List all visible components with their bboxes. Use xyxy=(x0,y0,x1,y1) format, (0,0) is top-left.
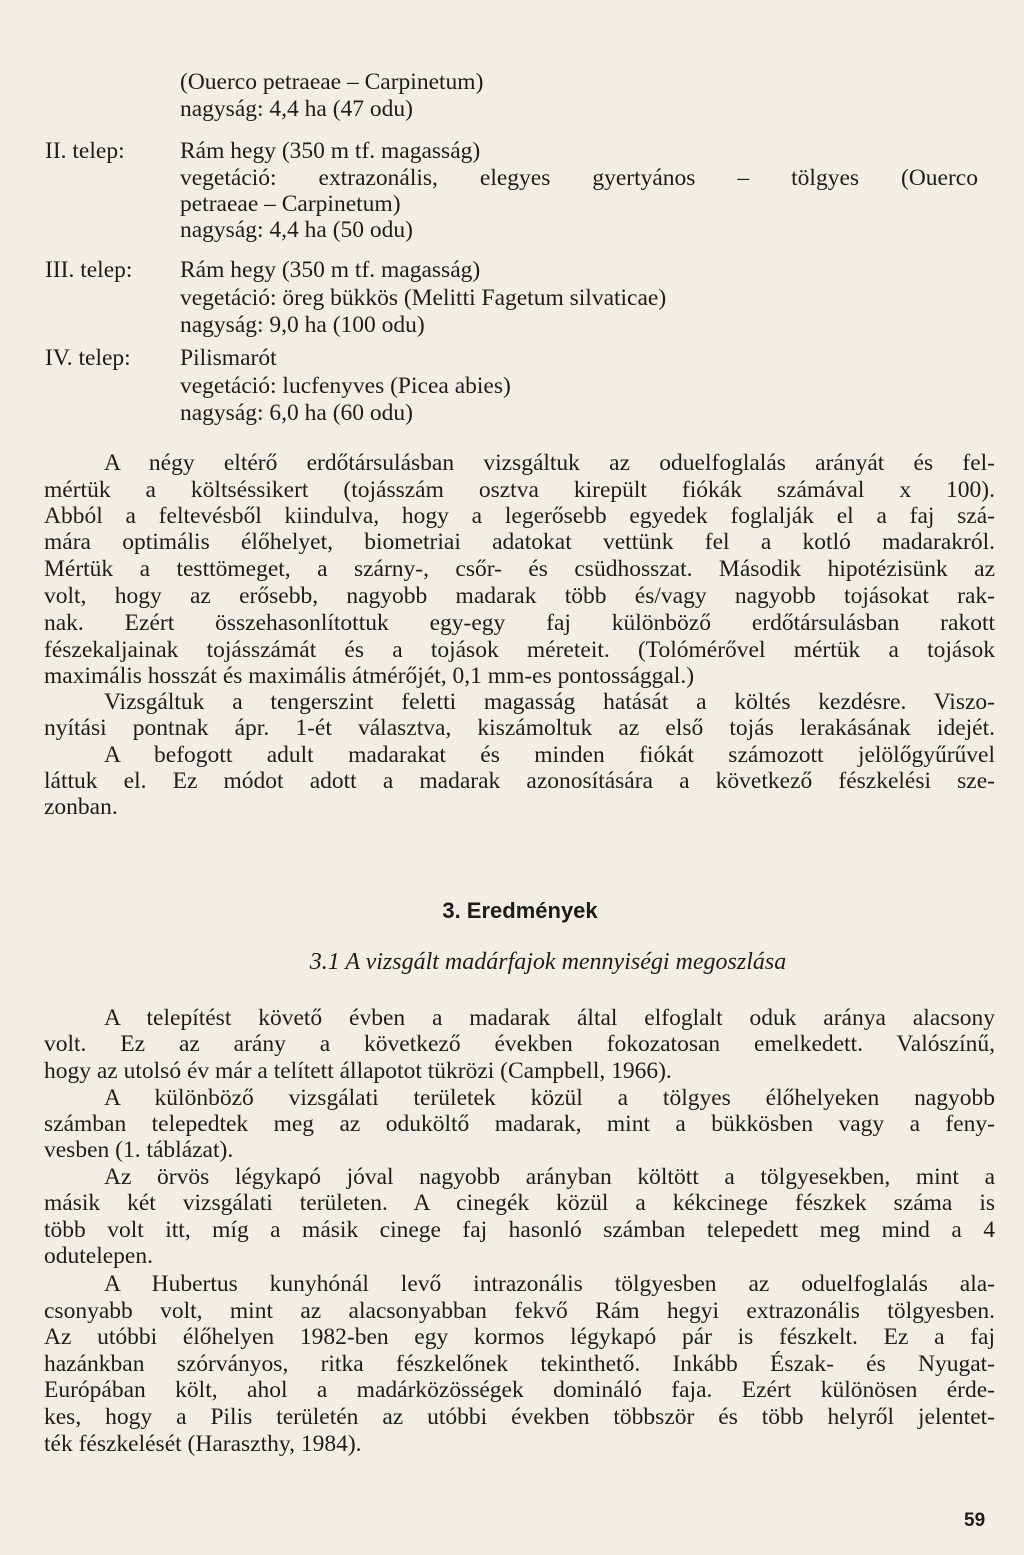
methods-line: fészekaljainak tojásszámát és a tojások méreteit. (Tolómérővel mértük a tojások xyxy=(44,637,995,663)
page-number: 59 xyxy=(964,1510,986,1531)
site4-vegetation: vegetáció: lucfenyves (Picea abies) xyxy=(180,373,511,399)
results-line: volt. Ez az arány a következő években fokozatosan emelkedett. Valószínű, xyxy=(44,1031,995,1057)
results-line: másik két vizsgálati területen. A cinegék közül a kékcinege fészkek száma is xyxy=(44,1190,995,1216)
methods-line: Mértük a testtömeget, a szárny-, csőr- és csüdhosszat. Második hipotézisünk az xyxy=(44,556,995,582)
methods-line: mára optimális élőhelyet, biometriai adatokat vettünk fel a kotló madarakról. xyxy=(44,529,995,555)
results-line: hazánkban szórványos, ritka fészkelőnek tekinthető. Inkább Észak- és Nyugat- xyxy=(44,1351,995,1377)
results-line: Az örvös légykapó jóval nagyobb arányban költött a tölgyesekben, mint a xyxy=(104,1164,995,1190)
site3-label: III. telep: xyxy=(45,257,133,283)
methods-line: A befogott adult madarakat és minden fiókát számozott jelölőgyűrűvel xyxy=(104,742,995,768)
methods-line: nyítási pontnak ápr. 1-ét választva, kiszámoltuk az első tojás lerakásának idejét. xyxy=(44,715,995,741)
site3-location: Rám hegy (350 m tf. magasság) xyxy=(180,257,481,283)
methods-line: mértük a költséssikert (tojásszám osztva kirepült fiókák számával x 100). xyxy=(44,477,995,503)
results-line: több volt itt, míg a másik cinege faj hasonló számban telepedett meg mind a 4 xyxy=(44,1217,995,1243)
methods-line: Vizsgáltuk a tengerszint feletti magasság hatását a költés kezdésre. Viszo- xyxy=(104,689,995,715)
site2-label: II. telep: xyxy=(45,138,125,164)
results-line: csonyabb volt, mint az alacsonyabban fekvő Rám hegyi extrazonális tölgyesben. xyxy=(44,1298,995,1324)
site4-location: Pilismarót xyxy=(180,345,277,371)
results-line: hogy az utolsó év már a telített állapotot tükrözi (Campbell, 1966). xyxy=(44,1058,672,1084)
site2-vegetation-cont: petraeae – Carpinetum) xyxy=(180,191,401,217)
site1-vegetation-continuation: (Ouerco petraeae – Carpinetum) xyxy=(180,69,484,95)
site2-vegetation: vegetáció: extrazonális, elegyes gyertyános – tölgyes (Ouerco xyxy=(180,165,978,191)
methods-line: A négy eltérő erdőtársulásban vizsgáltuk az oduelfoglalás arányát és fel- xyxy=(104,450,995,476)
methods-line: volt, hogy az erősebb, nagyobb madarak több és/vagy nagyobb tojásokat rak- xyxy=(44,583,995,609)
site4-label: IV. telep: xyxy=(45,345,131,371)
methods-line: Abból a feltevésből kiindulva, hogy a legerősebb egyedek foglalják el a faj szá- xyxy=(44,503,995,529)
section-heading: 3. Eredmények xyxy=(442,898,598,923)
results-line: odutelepen. xyxy=(44,1243,153,1269)
results-line: Az utóbbi élőhelyen 1982-ben egy kormos légykapó pár is fészkelt. Ez a faj xyxy=(44,1324,995,1350)
site4-size: nagyság: 6,0 ha (60 odu) xyxy=(180,400,413,426)
site2-size: nagyság: 4,4 ha (50 odu) xyxy=(180,217,413,243)
methods-line: zonban. xyxy=(44,794,118,820)
methods-line: maximális hosszát és maximális átmérőjét, 0,1 mm-es pontossággal.) xyxy=(44,663,695,689)
methods-line: nak. Ezért összehasonlítottuk egy-egy faj különböző erdőtársulásban rakott xyxy=(44,610,995,636)
results-line: A különböző vizsgálati területek közül a tölgyes élőhelyeken nagyobb xyxy=(104,1085,995,1111)
subsection-heading: 3.1 A vizsgált madárfajok mennyiségi megoszlása xyxy=(309,949,787,975)
results-line: vesben (1. táblázat). xyxy=(44,1137,234,1163)
site3-vegetation: vegetáció: öreg bükkös (Melitti Fagetum silvaticae) xyxy=(180,285,667,311)
site2-location: Rám hegy (350 m tf. magasság) xyxy=(180,138,481,164)
site1-size: nagyság: 4,4 ha (47 odu) xyxy=(180,96,413,122)
results-line: A telepítést követő évben a madarak által elfoglalt oduk aránya alacsony xyxy=(104,1005,995,1031)
results-line: Európában költ, ahol a madárközösségek domináló faja. Ezért különösen érde- xyxy=(44,1377,995,1403)
results-line: számban telepedtek meg az oduköltő madarak, mint a bükkösben vagy a feny- xyxy=(44,1111,995,1137)
results-line: kes, hogy a Pilis területén az utóbbi években többször és több helyről jelentet- xyxy=(44,1404,995,1430)
results-line: A Hubertus kunyhónál levő intrazonális tölgyesben az oduelfoglalás ala- xyxy=(104,1271,995,1297)
results-line: ték fészkelését (Haraszthy, 1984). xyxy=(44,1431,362,1457)
methods-line: láttuk el. Ez módot adott a madarak azonosítására a következő fészkelési sze- xyxy=(44,768,995,794)
site3-size: nagyság: 9,0 ha (100 odu) xyxy=(180,312,425,338)
